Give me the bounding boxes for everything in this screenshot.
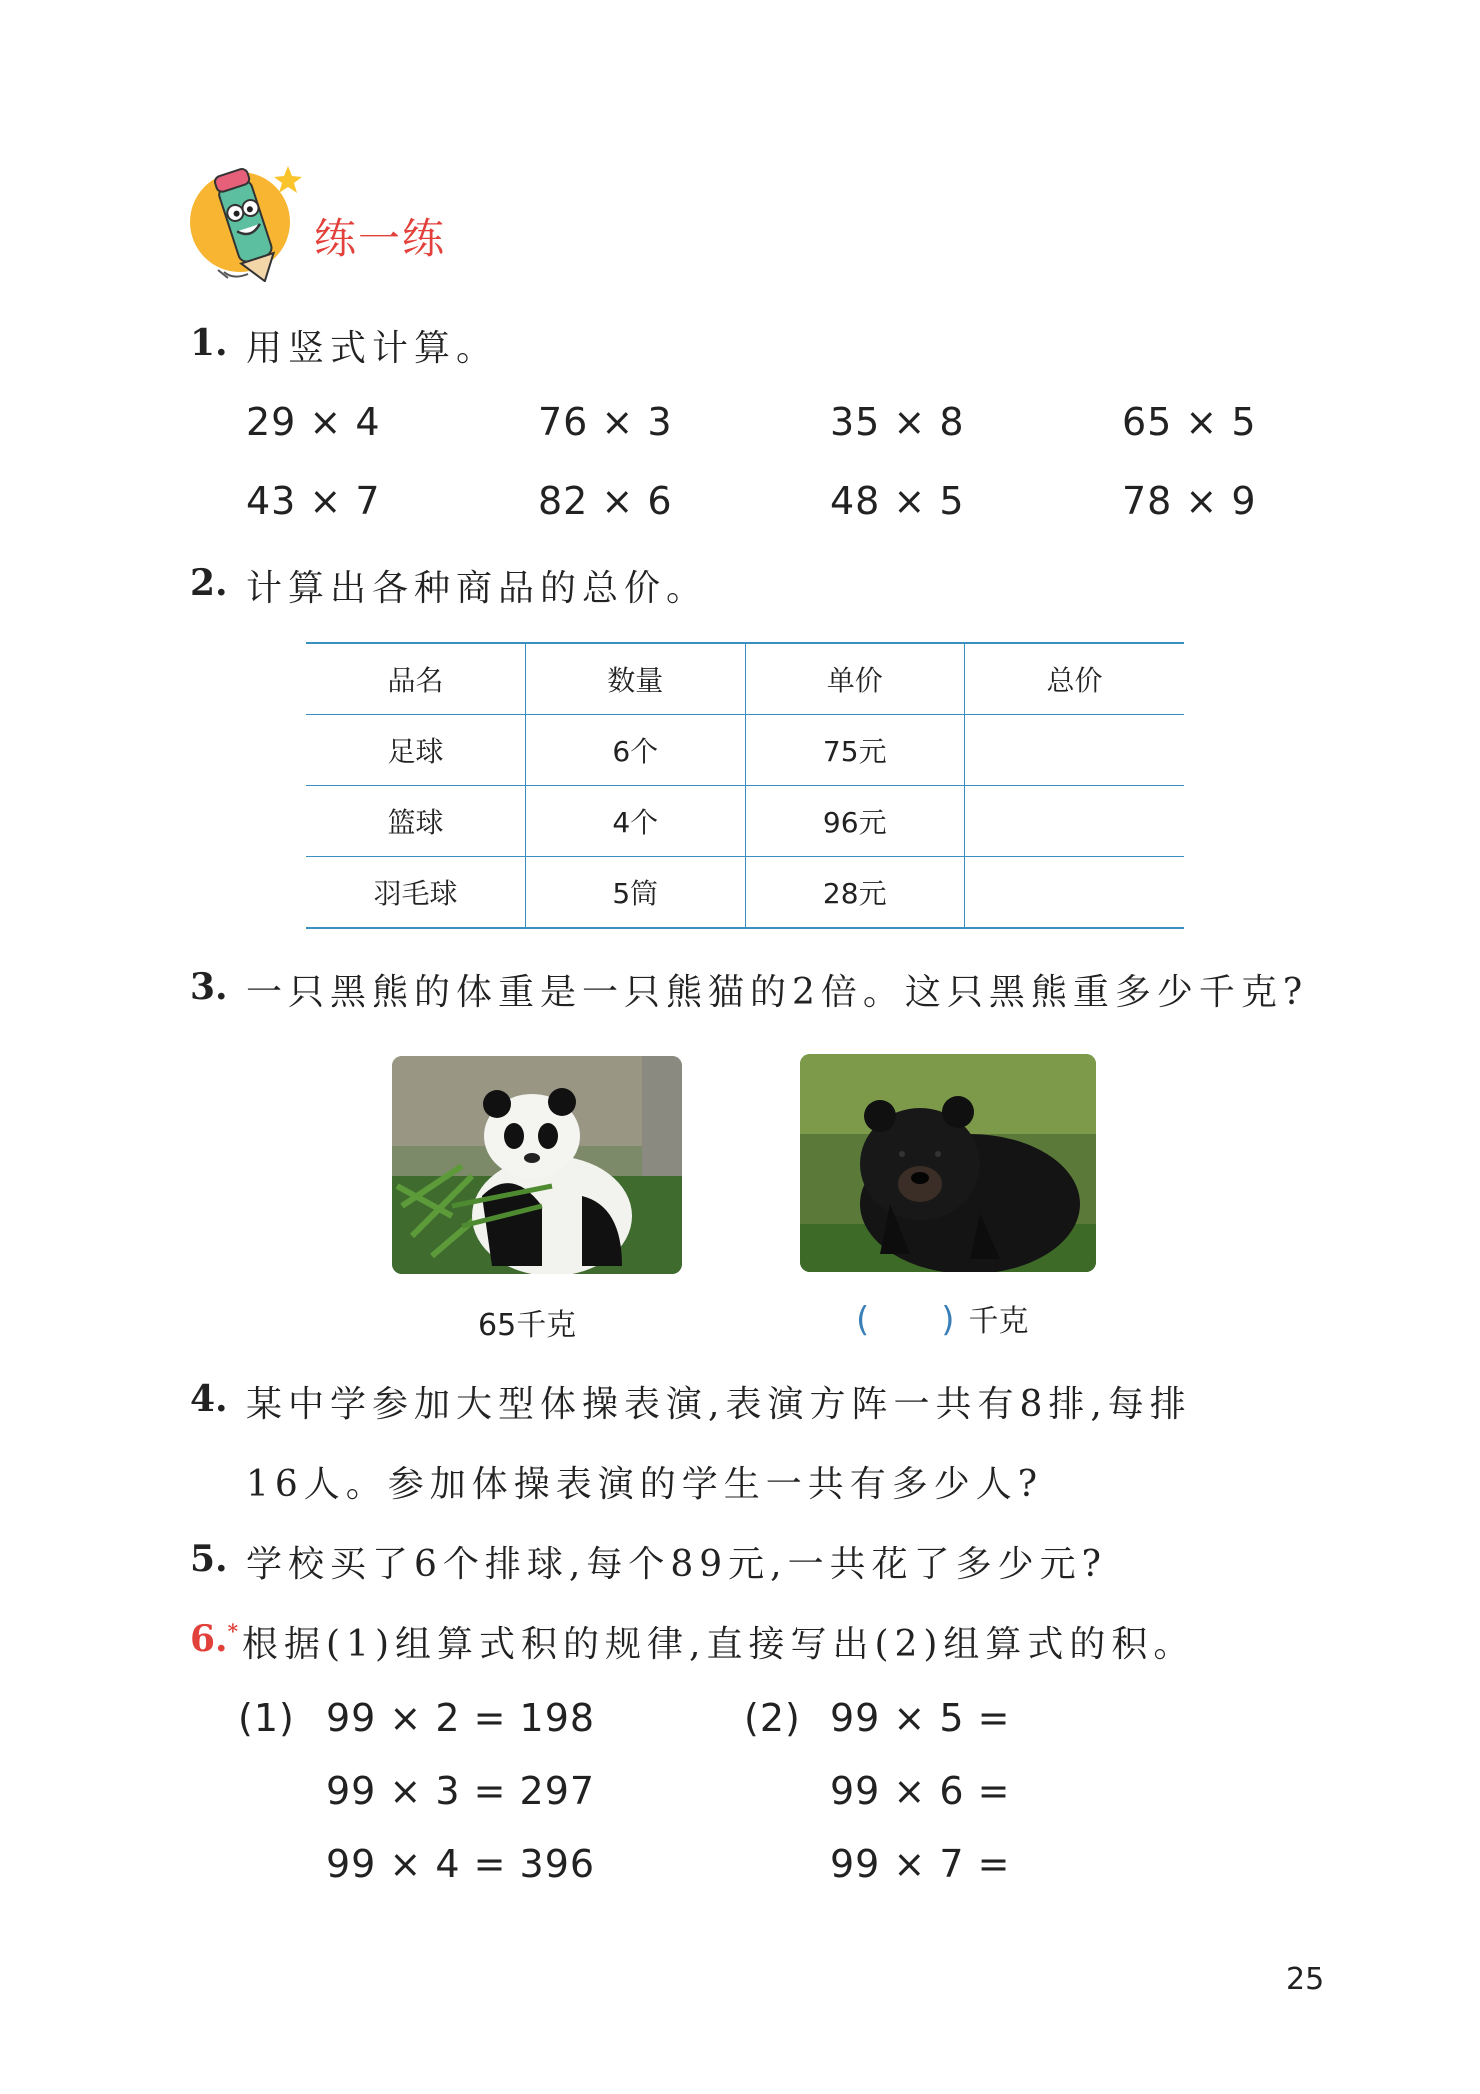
table-row [306,715,1184,786]
question-5-text: 学校买了6个排球,每个89元,一共花了多少元? [246,1544,1107,1585]
exercise-item: 65 × 5 [1122,400,1257,444]
unit-price-cell: 28元 [745,857,965,929]
quantity-cell: 6个 [526,715,746,786]
exercise-item: 35 × 8 [830,400,965,444]
group-2-equation: 99 × 7 = [830,1842,1011,1886]
group-1-label: (1) [238,1696,295,1740]
exercise-item: 43 × 7 [246,479,381,523]
total-price-cell [965,715,1185,786]
page-number: 25 [1286,1962,1325,1997]
question-4-text-line1: 某中学参加大型体操表演,表演方阵一共有8排,每排 [246,1384,1192,1425]
question-1-number: 1. [190,322,228,364]
group-2-equation: 99 × 6 = [830,1769,1011,1813]
black-bear-photo [800,1054,1096,1272]
panda-weight-caption: 65千克 [478,1308,577,1343]
table-header-cell: 单价 [745,643,965,715]
group-1-equation: 99 × 4 = 396 [326,1842,596,1886]
exercise-item: 78 × 9 [1122,479,1257,523]
answer-blank-open: ( [856,1300,870,1340]
question-4-text-line2: 16人。参加体操表演的学生一共有多少人? [246,1464,1044,1505]
item-name-cell: 足球 [306,715,526,786]
panda-photo [392,1056,682,1274]
table-header-cell: 总价 [965,643,1185,715]
exercise-item: 29 × 4 [246,400,381,444]
total-price-cell [965,786,1185,857]
question-4-number: 4. [190,1378,228,1420]
table-row [306,786,1184,857]
bear-weight-caption: ( ) 千克 [856,1300,1029,1340]
item-name-cell: 篮球 [306,786,526,857]
item-name-cell: 羽毛球 [306,857,526,929]
group-1-equation: 99 × 3 = 297 [326,1769,596,1813]
question-2-text: 计算出各种商品的总价。 [246,568,709,609]
question-1-text: 用竖式计算。 [246,328,499,369]
group-2-equation: 99 × 5 = [830,1696,1011,1740]
price-table [306,642,1184,929]
exercise-item: 76 × 3 [538,400,673,444]
question-2-number: 2. [190,562,228,604]
quantity-cell: 5筒 [526,857,746,929]
table-header-row [306,643,1184,715]
question-6-text: 根据(1)组算式积的规律,直接写出(2)组算式的积。 [242,1624,1196,1665]
answer-blank-close: ) [941,1300,955,1340]
pencil-mascot-icon [188,160,306,282]
section-title: 练一练 [314,214,447,263]
exercise-item: 48 × 5 [830,479,965,523]
question-6-number: 6.* [190,1618,239,1660]
unit-price-cell: 75元 [745,715,965,786]
total-price-cell [965,857,1185,929]
table-row [306,857,1184,929]
table-header-cell: 数量 [526,643,746,715]
question-3-number: 3. [190,966,228,1008]
exercise-item: 82 × 6 [538,479,673,523]
quantity-cell: 4个 [526,786,746,857]
group-2-label: (2) [744,1696,801,1740]
question-5-number: 5. [190,1538,228,1580]
unit-price-cell: 96元 [745,786,965,857]
group-1-equation: 99 × 2 = 198 [326,1696,596,1740]
question-3-text: 一只黑熊的体重是一只熊猫的2倍。这只黑熊重多少千克? [246,972,1309,1013]
table-header-cell: 品名 [306,643,526,715]
